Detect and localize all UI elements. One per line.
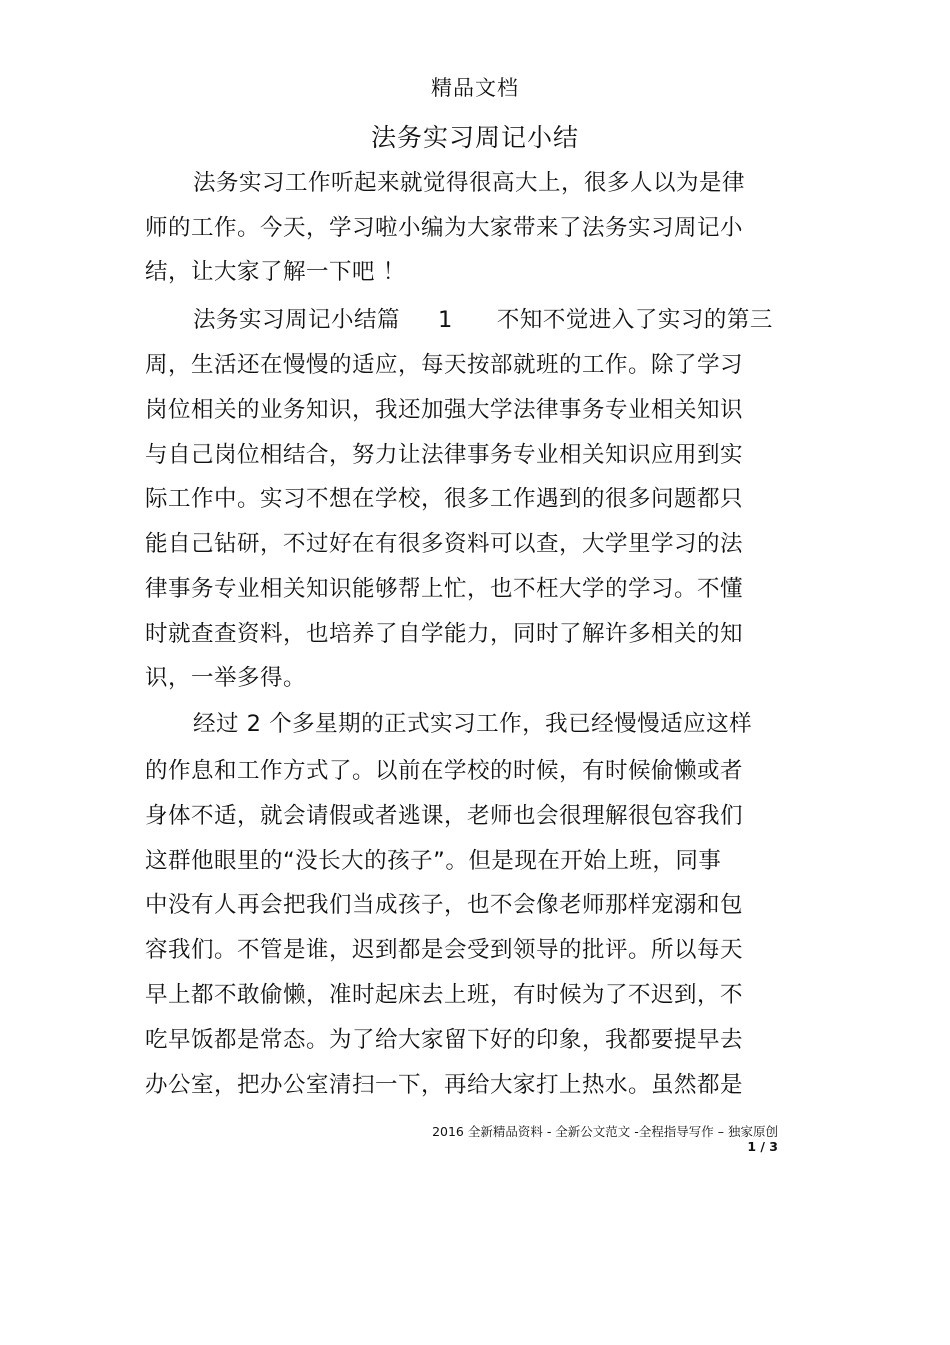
- paragraph-line: 周，生活还在慢慢的适应，每天按部就班的工作。除了学习: [145, 352, 744, 378]
- paragraph-line: 结，让大家了解一下吧 ！: [145, 259, 406, 285]
- paragraph-line: 身体不适，就会请假或者逃课，老师也会很理解很包容我们: [145, 803, 744, 829]
- paragraph-line: 这群他眼里的“没长大的孩子”。但是现在开始上班，同事: [145, 848, 722, 874]
- paragraph-line: 的作息和工作方式了。以前在学校的时候，有时候偷懒或者: [145, 758, 744, 784]
- paragraph-line: 与自己岗位相结合，努力让法律事务专业相关知识应用到实: [145, 442, 744, 468]
- paragraph-line: 办公室，把办公室清扫一下，再给大家打上热水。虽然都是: [145, 1072, 744, 1098]
- paragraph-line: 际工作中。实习不想在学校，很多工作遇到的很多问题都只: [145, 486, 744, 512]
- paragraph-line: [193, 305, 773, 335]
- paragraph-line: 早上都不敢偷懒，准时起床去上班，有时候为了不迟到，不: [145, 982, 744, 1008]
- page-header: 精品文档: [431, 76, 519, 100]
- section-number: 1: [438, 307, 453, 333]
- paragraph-line: 岗位相关的业务知识，我还加强大学法律事务专业相关知识: [145, 397, 744, 423]
- section-heading: 法务实习周记小结篇: [193, 307, 401, 333]
- paragraph-text: 不知不觉进入了实习的第三: [496, 307, 773, 333]
- paragraph-line: 律事务专业相关知识能够帮上忙，也不枉大学的学习。不懂: [145, 576, 744, 602]
- paragraph-line: 师的工作。今天，学习啦小编为大家带来了法务实习周记小: [145, 215, 744, 241]
- paragraph-line: 容我们。不管是谁，迟到都是会受到领导的批评。所以每天: [145, 937, 744, 963]
- paragraph-line: 识，一举多得。: [145, 665, 307, 691]
- paragraph-line: 能自己钻研，不过好在有很多资料可以查，大学里学习的法: [145, 531, 744, 557]
- paragraph-line: 吃早饭都是常态。为了给大家留下好的印象，我都要提早去: [145, 1027, 744, 1053]
- paragraph-line: 时就查查资料，也培养了自学能力，同时了解许多相关的知: [145, 621, 744, 647]
- paragraph-line: 中没有人再会把我们当成孩子，也不会像老师那样宠溺和包: [145, 892, 744, 918]
- page-number: 1 / 3: [747, 1139, 778, 1154]
- paragraph-line: 经过 2 个多星期的正式实习工作，我已经慢慢适应这样: [193, 711, 753, 737]
- page-footer: 2016 全新精品资料 - 全新公文范文 -全程指导写作 – 独家原创: [432, 1124, 778, 1139]
- document-title: 法务实习周记小结: [370, 123, 579, 152]
- paragraph-line: 法务实习工作听起来就觉得很高大上，很多人以为是律: [193, 170, 746, 196]
